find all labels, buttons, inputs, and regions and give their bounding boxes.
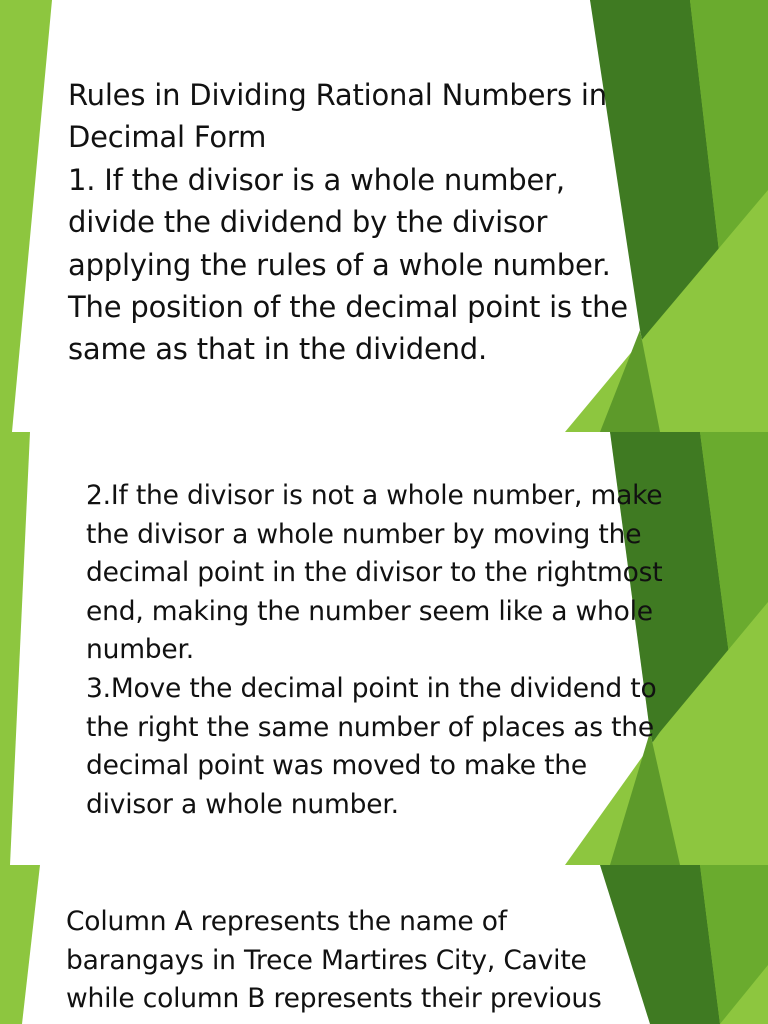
right-facet-dark (600, 865, 720, 1024)
left-green-bar (0, 432, 30, 865)
left-green-bar (0, 0, 52, 432)
slide-3 (0, 865, 768, 1024)
slide-1-text: Rules in Dividing Rational Numbers in Decimal Form 1. If the divisor is a whole number, divide the dividend by the divisor applying the rules of a whole number. The position of the decimal point is the same as that in the dividend. (68, 78, 628, 367)
slide-1 (0, 0, 768, 432)
left-green-bar (0, 865, 40, 1024)
slide-3-text: Column A represents the name of barangays in Trece Martires City, Cavite while column B represents their previous (66, 906, 602, 1015)
slide-2-text: 2.If the divisor is not a whole number, make the divisor a whole number by moving the decimal point in the divisor to the rightmost end, making the number seem like a whole number. 3.Move the decimal point in the dividend to the right the same number of places as the decimal point was moved to make the divisor a whole number. (86, 480, 663, 820)
slide-2 (0, 432, 768, 865)
